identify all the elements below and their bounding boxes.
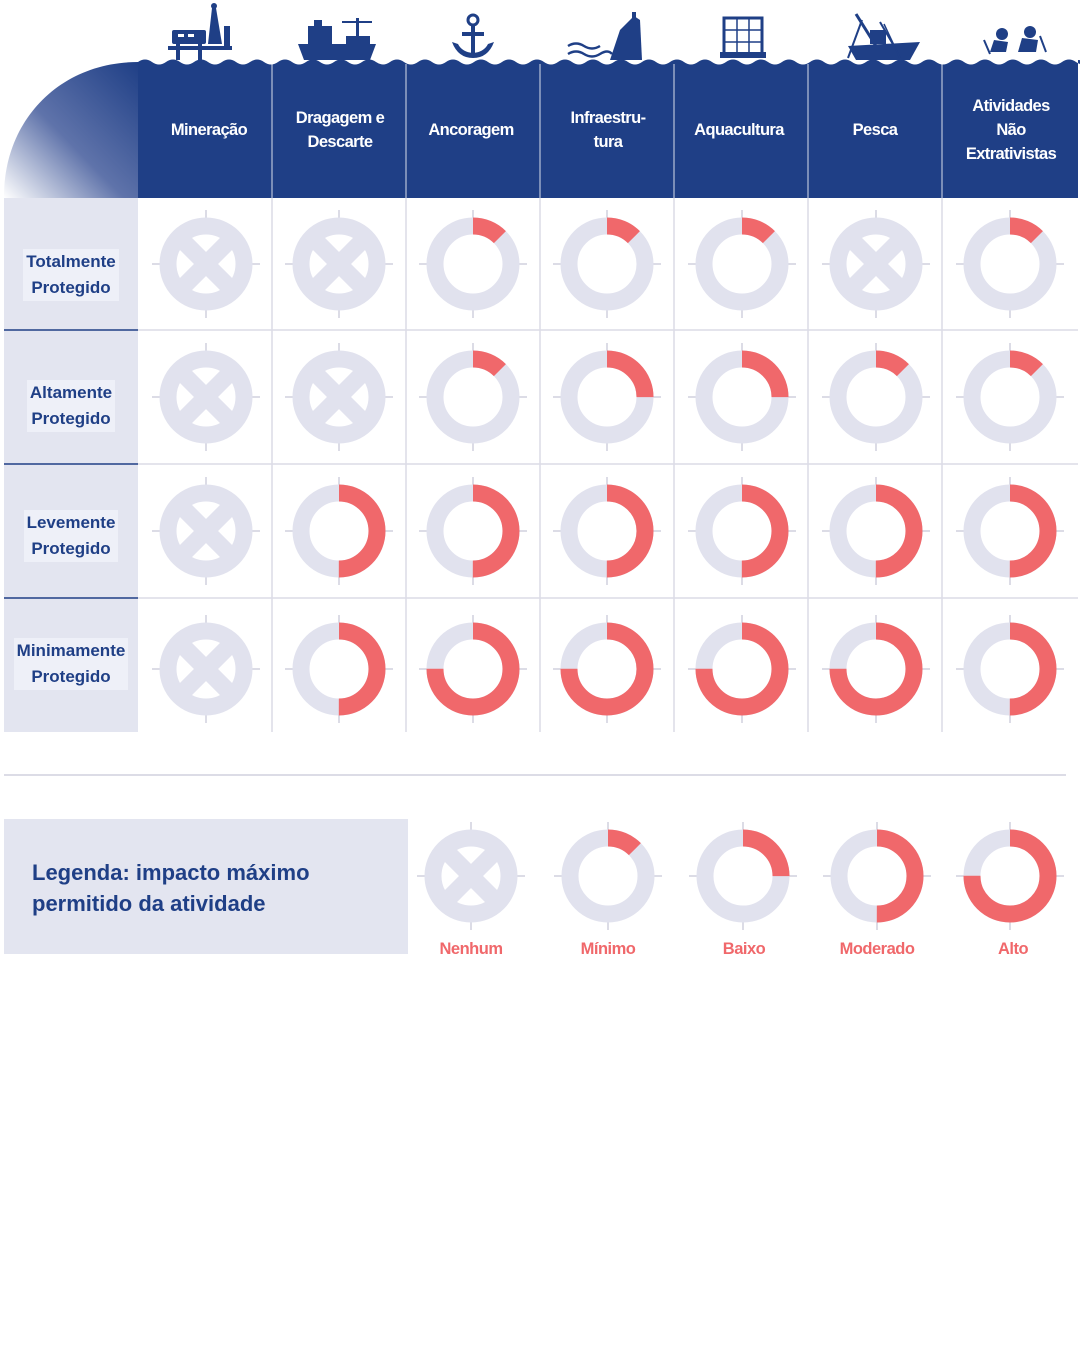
row-label-minimamente-protegido: Minimamente Protegido [4,597,138,730]
impact-cell-r0-c0 [152,210,260,318]
legend-ring-0 [417,822,525,930]
impact-cell-r0-c6 [956,210,1064,318]
impact-cell-r1-c5 [822,343,930,451]
row-label-levemente-protegido: Levemente Protegido [4,469,138,602]
impact-cell-r1-c3 [553,343,661,451]
impact-cell-r1-c4 [688,343,796,451]
impact-cell-r3-c4 [688,615,796,723]
legend-label-minimo: Mínimo [580,940,636,958]
impact-cell-r1-c6 [956,343,1064,451]
impact-cell-r3-c5 [822,615,930,723]
impact-cell-r3-c0 [152,615,260,723]
column-header-ancoragem: Ancoragem [428,121,514,139]
column-header-pesca: Pesca [852,121,898,139]
legend-ring-4 [956,822,1064,930]
impact-cell-r3-c2 [419,615,527,723]
column-header-infraestrutura: Infraestru- tura [570,109,646,151]
impact-cell-r0-c2 [419,210,527,318]
impact-cell-r0-c4 [688,210,796,318]
legend-ring-2 [689,822,797,930]
impact-cell-r3-c1 [285,615,393,723]
impact-cell-r0-c1 [285,210,393,318]
legend-ring-3 [823,822,931,930]
impact-cell-r2-c1 [285,477,393,585]
legend-ring-1 [554,822,662,930]
column-header-nao-extrativistas: Atividades Não Extrativistas [965,97,1057,163]
column-header-mineracao: Mineração [170,121,248,139]
row-label-altamente-protegido: Altamente Protegido [4,339,138,472]
impact-cell-r0-c5 [822,210,930,318]
impact-cell-r2-c6 [956,477,1064,585]
impact-cell-r3-c6 [956,615,1064,723]
legend-label-alto: Alto [997,940,1029,958]
impact-cell-r0-c3 [553,210,661,318]
legend-label-baixo: Baixo [722,940,766,958]
row-label-totalmente-protegido: Totalmente Protegido [4,208,138,341]
legend-title: Legenda: impacto máximo permitido da atividade [32,860,310,916]
impact-cell-r2-c2 [419,477,527,585]
section-divider [4,774,1066,776]
impact-cell-r1-c2 [419,343,527,451]
column-header-dragagem: Dragagem e Descarte [295,109,385,151]
impact-cell-r3-c3 [553,615,661,723]
impact-cell-r2-c5 [822,477,930,585]
column-header-aquacultura: Aquacultura [694,121,784,139]
impact-cell-r1-c1 [285,343,393,451]
impact-cell-r2-c4 [688,477,796,585]
legend-label-moderado: Moderado [839,940,915,958]
legend-label-nenhum: Nenhum [439,940,503,958]
impact-cell-r2-c3 [553,477,661,585]
impact-cell-r1-c0 [152,343,260,451]
impact-cell-r2-c0 [152,477,260,585]
